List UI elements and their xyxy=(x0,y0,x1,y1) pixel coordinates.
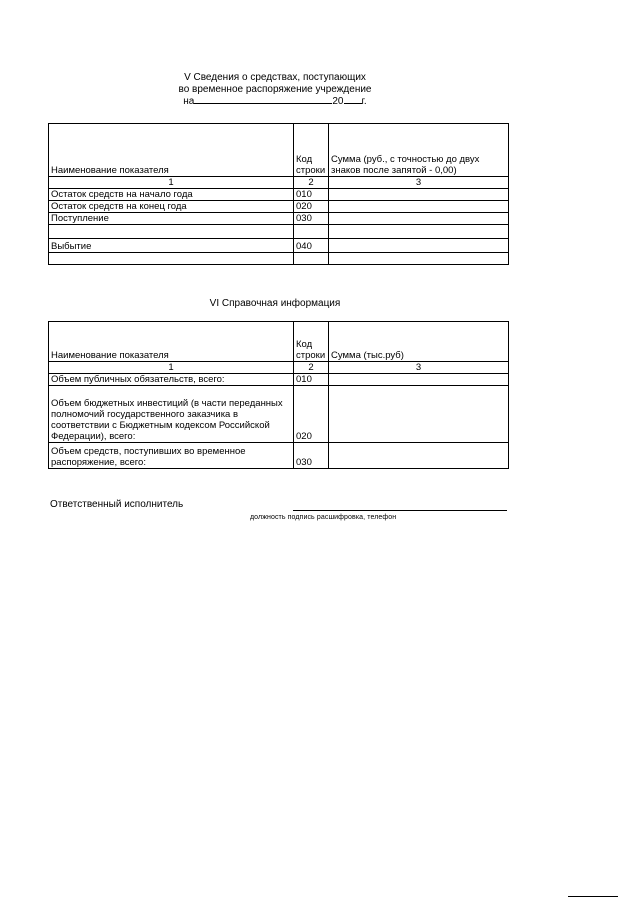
table-row xyxy=(49,253,509,265)
row-code: 020 xyxy=(294,386,329,443)
row-sum-cell[interactable] xyxy=(329,386,509,443)
row-sum-cell[interactable] xyxy=(329,239,509,253)
row-name[interactable] xyxy=(49,253,294,265)
row-name: Объем средств, поступивших во временное распоряжение, всего: xyxy=(49,443,294,469)
row-sum-cell[interactable] xyxy=(329,189,509,201)
row-code: 030 xyxy=(294,213,329,225)
row-sum-cell[interactable] xyxy=(329,201,509,213)
row-name: Объем бюджетных инвестиций (в части переданных полномочий государственного заказчика в соответствии с Бюджетным кодексом Российской Федерации), всего: xyxy=(49,386,294,443)
row-name: Остаток средств на конец года xyxy=(49,201,294,213)
section5-title-line2: во временное распоряжение учреждение xyxy=(178,84,372,95)
col-number: 1 xyxy=(49,362,294,374)
row-code: 040 xyxy=(294,239,329,253)
col-number: 2 xyxy=(294,362,329,374)
table-header-row xyxy=(49,124,509,177)
header-sum: Сумма (тыс.руб) xyxy=(329,322,509,362)
row-name[interactable] xyxy=(49,225,294,239)
col-number: 2 xyxy=(294,177,329,189)
row-code: 010 xyxy=(294,189,329,201)
row-code: 010 xyxy=(294,374,329,386)
row-code: 020 xyxy=(294,201,329,213)
reference-info-table xyxy=(48,321,509,469)
col-number: 3 xyxy=(329,362,509,374)
row-sum-cell[interactable] xyxy=(329,213,509,225)
row-sum-cell[interactable] xyxy=(329,253,509,265)
row-name: Остаток средств на начало года xyxy=(49,189,294,201)
header-name: Наименование показателя xyxy=(49,322,294,362)
row-name: Объем публичных обязательств, всего: xyxy=(49,374,294,386)
row-name: Выбытие xyxy=(49,239,294,253)
col-number: 1 xyxy=(49,177,294,189)
table-row xyxy=(49,213,509,225)
row-name: Поступление xyxy=(49,213,294,225)
header-sum: Сумма (руб., с точностью до двух знаков после запятой - 0,00) xyxy=(329,124,509,177)
responsible-label: Ответственный исполнитель xyxy=(50,499,184,510)
section5-date-line xyxy=(100,96,450,108)
row-code: 030 xyxy=(294,443,329,469)
table-row xyxy=(49,225,509,239)
row-sum-cell[interactable] xyxy=(329,374,509,386)
row-code[interactable] xyxy=(294,225,329,239)
col-number: 3 xyxy=(329,177,509,189)
date-prefix: на xyxy=(183,96,195,107)
header-name: Наименование показателя xyxy=(49,124,294,177)
row-code[interactable] xyxy=(294,253,329,265)
header-code: Код строки xyxy=(294,322,329,362)
section6-title: VI Справочная информация xyxy=(209,298,341,309)
table-row xyxy=(49,239,509,253)
table-row xyxy=(49,443,509,469)
column-number-row xyxy=(49,362,509,374)
date-year: 20 xyxy=(332,96,344,107)
funds-table xyxy=(48,123,509,265)
table-row xyxy=(49,386,509,443)
signature-line[interactable] xyxy=(293,510,507,511)
date-year-field[interactable] xyxy=(344,103,362,104)
table-row xyxy=(49,201,509,213)
header-code: Код строки xyxy=(294,124,329,177)
signature-caption: должность подпись расшифровка, телефон xyxy=(250,514,397,521)
page-footer-line xyxy=(568,896,618,897)
date-day-month-field[interactable] xyxy=(194,103,332,104)
table-row xyxy=(49,374,509,386)
section5-title-line1: V Сведения о средствах, поступающих xyxy=(184,72,366,83)
column-number-row xyxy=(49,177,509,189)
row-sum-cell[interactable] xyxy=(329,443,509,469)
row-sum-cell[interactable] xyxy=(329,225,509,239)
date-suffix: г. xyxy=(361,96,367,107)
table-header-row xyxy=(49,322,509,362)
table-row xyxy=(49,189,509,201)
